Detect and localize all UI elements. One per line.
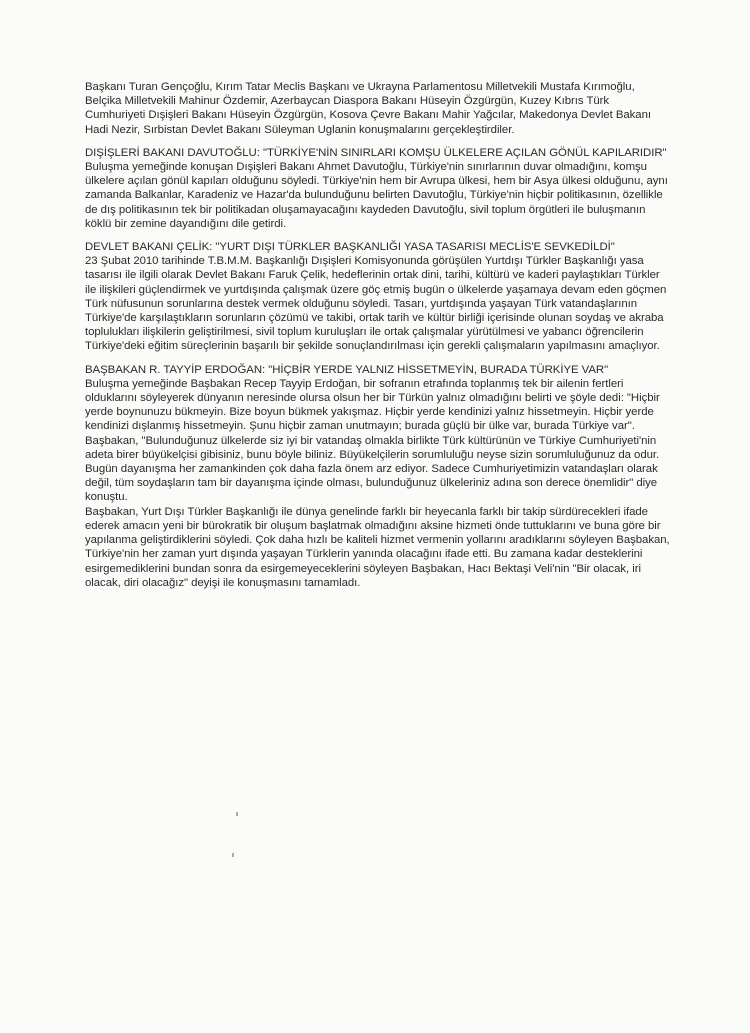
section-body-davutoglu: Buluşma yemeğinde konuşan Dışişleri Bakanı Ahmet Davutoğlu, Türkiye'nin sınırlarının duvar olmadığını, komşu ülkelere açılan gönül kapıları olduğunu söyledi. Türkiye'nin hem bir Avrupa ülkesi, hem bir Asya ülkesi olduğunu, aynı zamanda Balkanlar, Karadeniz ve Hazar'da bulunduğunu belirten Davutoğlu, Türkiye'nin hiçbir politikasının, özellikle de dış politikasının tek bir politikadan oluşamayacağını kaydeden Davutoğlu, sivil toplum örgütleri ile buluşmanın köklü bir zemine dayandığını dile getirdi. [85, 161, 668, 230]
document-page [85, 80, 670, 590]
scan-speck [232, 853, 234, 857]
section-heading-erdogan: BAŞBAKAN R. TAYYİP ERDOĞAN: "HİÇBİR YERDE YALNIZ HİSSETMEYİN, BURADA TÜRKİYE VAR" [85, 363, 609, 376]
section-body-erdogan-continued: Başbakan, Yurt Dışı Türkler Başkanlığı ile dünya genelinde farklı bir heyecanla farklı bir takip sürdürecekleri ifade ederek amacın yeni bir bürokratik bir oluşum başlatmak olmadığını aksine hizmeti önde tuttuklarını ve buna göre bir yapılanma geliştirdiklerini söyledi. Çok daha hızlı be kaliteli hizmet vermenin yollarını aradıklarını söyleyen Başbakan, Türkiye'nin her zaman yurt dışında yaşayan Türklerin yanında olacağını ifade etti. Bu zamana kadar desteklerini esirgemediklerini bundan sonra da esirgemeyeceklerini söyleyen Başbakan, Hacı Bektaşi Veli'nin "Bir olacak, iri olacak, diri olacağız" deyişi ile konuşmasını tamamladı. [85, 505, 670, 589]
section-body-celik: 23 Şubat 2010 tarihinde T.B.M.M. Başkanlığı Dışişleri Komisyonunda görüşülen Yurtdışı Türkler Başkanlığı yasa tasarısı ile ilgili olarak Devlet Bakanı Faruk Çelik, hedeflerinin ortak dini, tarihi, kültürü ve kaderi paylaştıkları Türkler ile ilişkileri güçlendirmek ve yurtdışında çalışmak üzere göç etmiş bugün o ülkelerde yaşamaya devam eden göçmen Türk nüfusunun sorunlarına destek vermek olduğunu söyledi. Tasarı, yurtdışında yaşayan Türk vatandaşlarının Türkiye'de karşılaştıkların sorunların çözümü ve takibi, ortak tarih ve kültür birliği içerisinde olunan soydaş ve akraba toplulukları ilişkilerin geliştirilmesi, sivil toplum kuruluşları ile ortak çalışmalar yürütülmesi ve yabancı öğrencilerin Türkiye'deki eğitim süreçlerinin başarılı bir şekilde sonuçlandırılması için gerekli çalışmaların yapılmasını amaçlıyor. [85, 255, 667, 353]
scan-speck [236, 812, 238, 816]
section-body-erdogan: Buluşma yemeğinde Başbakan Recep Tayyip Erdoğan, bir sofranın etrafında toplanmış tek bir ailenin fertleri olduklarını söyleyerek dünyanın neresinde olursa olsun her bir Türkün yalnız olmadığını belirti ve şöyle dedi: "Hiçbir yerde boynunuzu bükmeyin. Bize boyun bükmek yakışmaz. Hiçbir yerde kendinizi yalnız hissetmeyin. Hiçbir yerde kendinizi dışlanmış hissetmeyin. Şunu hiçbir zaman unutmayın; burada güçlü bir ülke var, burada Türkiye var". Başbakan, "Bulunduğunuz ülkelerde siz iyi bir vatandaş olmakla birlikte Türk kültürünün ve Türkiye Cumhuriyeti'nin adeta birer büyükelçisi gibisiniz, bunu böyle biliniz. Büyükelçilerin sorumluluğu neyse sizin sorumluluğunuz da odur. Bugün dayanışma her zamankinden çok daha fazla önem arz ediyor. Sadece Cumhuriyetimizin vatandaşları olarak değil, tüm soydaşların tam bir dayanışma içinde olması, bulunduğunuz ülkeleriniz adına son derece önemlidir" diye konuştu. [85, 377, 660, 504]
section-heading-davutoglu: DIŞİŞLERİ BAKANI DAVUTOĞLU: "TÜRKİYE'NİN SINIRLARI KOMŞU ÜLKELERE AÇILAN GÖNÜL KAPILARIDIR" [85, 146, 667, 159]
intro-paragraph: Başkanı Turan Gençoğlu, Kırım Tatar Meclis Başkanı ve Ukrayna Parlamentosu Milletvekili Mustafa Kırımoğlu, Belçika Milletvekili Mahinur Özdemir, Azerbaycan Diaspora Bakanı Hüseyin Özgürgün, Kuzey Kıbrıs Türk Cumhuriyeti Dışişleri Bakanı Hüseyin Özgürgün, Kosova Çevre Bakanı Mahir Yağcılar, Makedonya Devlet Bakanı Hadi Nezir, Sırbistan Devlet Bakanı Süleyman Uglanin konuşmalarını gerçekleştirdiler. [85, 81, 651, 136]
section-heading-celik: DEVLET BAKANI ÇELİK: "YURT DIŞI TÜRKLER BAŞKANLIĞI YASA TASARISI MECLİS'E SEVKEDİLDİ" [85, 241, 615, 254]
